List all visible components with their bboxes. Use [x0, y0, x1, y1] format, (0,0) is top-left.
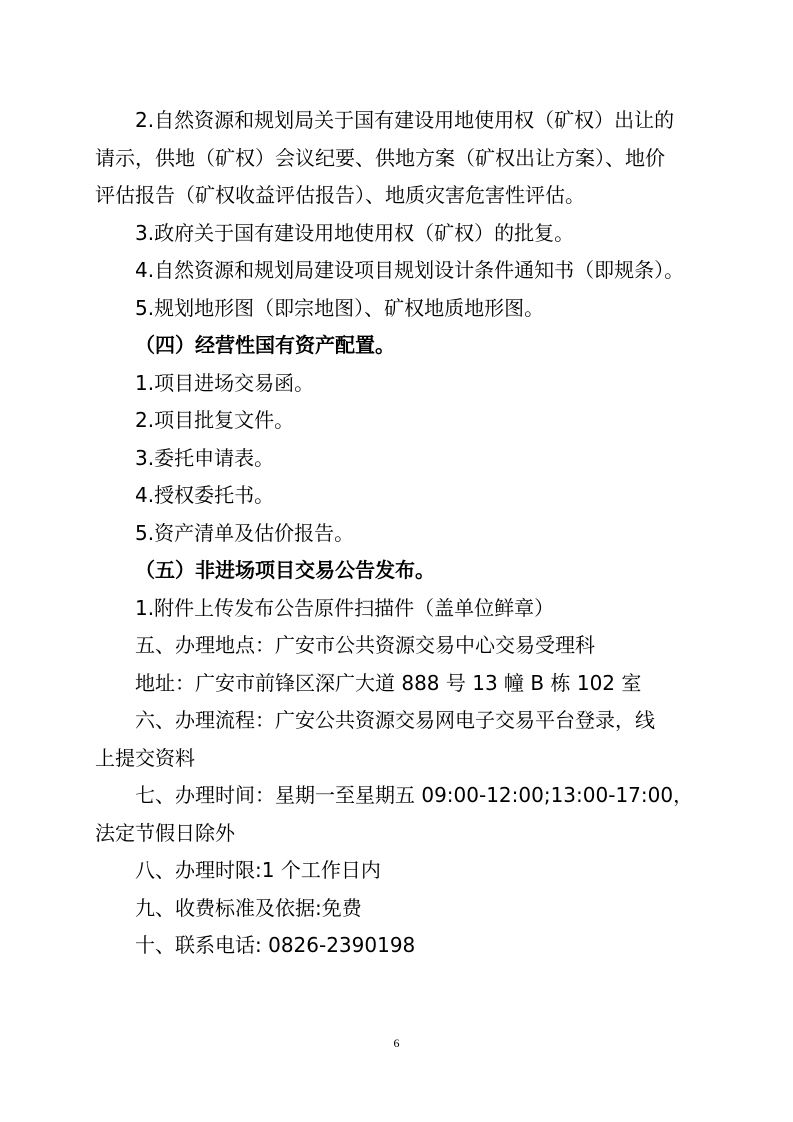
- list-item-authorization: 4.授权委托书。: [135, 483, 275, 507]
- info-contact-phone: 十、联系电话: 0826-2390198: [135, 933, 416, 957]
- list-item-entry-letter: 1.项目进场交易函。: [135, 370, 315, 395]
- section-heading-announcement: （五）非进场项目交易公告发布。: [135, 558, 435, 582]
- list-item-government-approval: 3.政府关于国有建设用地使用权（矿权）的批复。: [135, 220, 575, 245]
- info-process: 六、办理流程：广安公共资源交易网电子交易平台登录，线: [135, 708, 655, 732]
- list-item-asset-list: 5.资产清单及估价报告。: [135, 520, 355, 545]
- info-time-limit: 八、办理时限:1 个工作日内: [135, 858, 381, 882]
- info-office-hours-cont: 法定节假日除外: [95, 820, 235, 845]
- list-item-planning-conditions: 4.自然资源和规划局建设项目规划设计条件通知书（即规条）。: [135, 258, 685, 282]
- document-body: [95, 102, 700, 965]
- page-number: 6: [393, 1036, 400, 1050]
- list-item-approval-doc: 2.项目批复文件。: [135, 408, 295, 432]
- list-item-entrust-form: 3.委托申请表。: [135, 445, 275, 470]
- list-item-land-request: 2.自然资源和规划局关于国有建设用地使用权（矿权）出让的: [135, 108, 675, 132]
- list-item-attachment-upload: 1.附件上传发布公告原件扫描件（盖单位鲜章）: [135, 595, 555, 620]
- info-fees: 九、收费标准及依据:免费: [135, 895, 362, 920]
- info-office-hours: 七、办理时间：星期一至星期五 09:00-12:00;13:00-17:00，: [135, 783, 694, 807]
- info-address: 地址：广安市前锋区深广大道 888 号 13 幢 B 栋 102 室: [135, 670, 642, 695]
- section-heading-asset-allocation: （四）经营性国有资产配置。: [135, 333, 395, 357]
- list-item-land-request-cont-2: 评估报告（矿权收益评估报告）、地质灾害危害性评估。: [95, 183, 585, 207]
- list-item-planning-map: 5.规划地形图（即宗地图）、矿权地质地形图。: [135, 295, 545, 320]
- info-location: 五、办理地点：广安市公共资源交易中心交易受理科: [135, 633, 595, 657]
- list-item-land-request-cont-1: 请示，供地（矿权）会议纪要、供地方案（矿权出让方案）、地价: [95, 145, 665, 170]
- info-process-cont: 上提交资料: [95, 745, 195, 770]
